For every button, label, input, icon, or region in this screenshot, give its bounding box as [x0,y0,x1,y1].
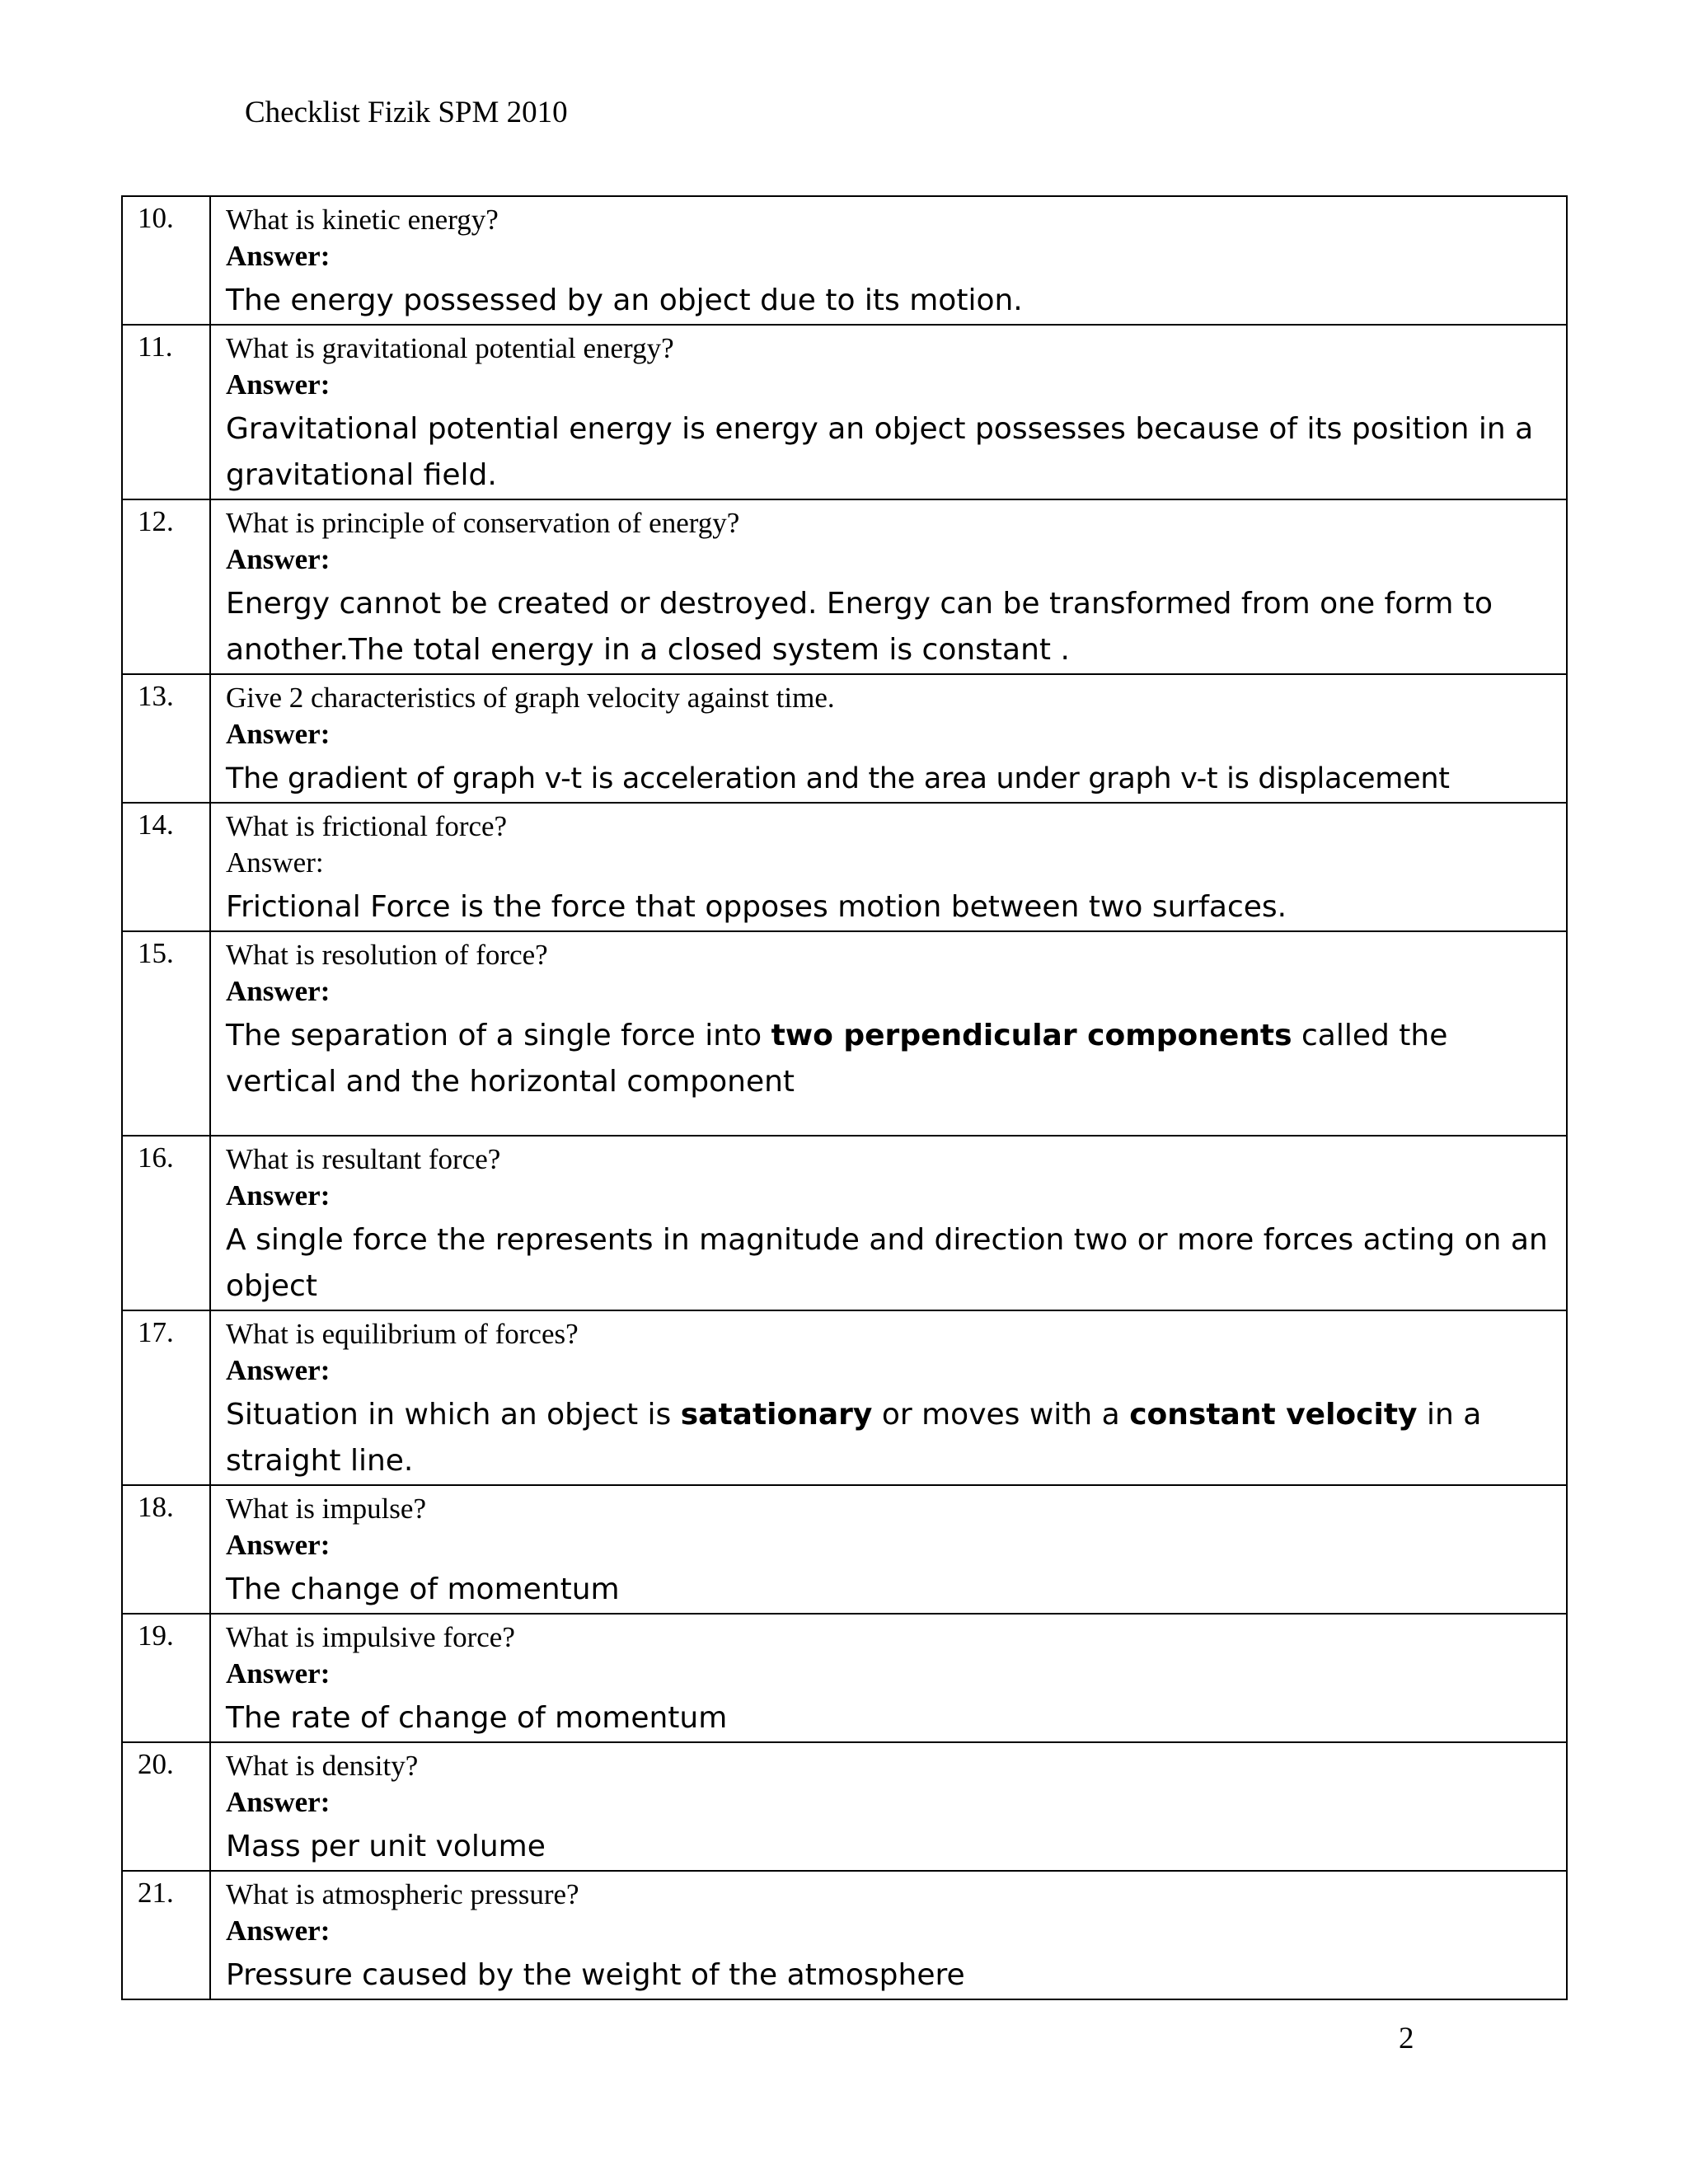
answer-label: Answer: [226,1657,331,1690]
question-text: What is impulse? [226,1493,427,1525]
answer-label: Answer: [226,1786,331,1818]
item-body [210,1485,1567,1614]
answer-text [226,1389,1550,1484]
answer-emphasis: constant velocity [1129,1398,1418,1432]
item-number: 19. [122,1614,210,1742]
item-number: 10. [122,196,210,325]
answer-text: Gravitational potential energy is energy an object possesses because of its position in a gravitational field. [226,412,1534,492]
question-text: What is gravitational potential energy? [226,332,674,364]
answer-emphasis: two perpendicular components [771,1019,1292,1052]
question-text: What is resolution of force? [226,939,548,971]
item-number: 14. [122,803,210,931]
item-body [210,196,1567,325]
answer-emphasis: satationary [680,1398,873,1432]
table-row [122,1742,1567,1871]
answer-text-part: or moves with a [872,1398,1130,1432]
item-number: 18. [122,1485,210,1614]
item-number: 13. [122,674,210,803]
question-text: What is principle of conservation of energy? [226,507,740,539]
answer-text: The rate of change of momentum [226,1701,728,1735]
answer-text: Mass per unit volume [226,1830,546,1863]
item-body [210,499,1567,674]
item-number: 15. [122,931,210,1136]
item-body [210,1136,1567,1310]
answer-label: Answer: [226,718,331,750]
answer-text [226,1010,1550,1105]
answer-text: Energy cannot be created or destroyed. Energy can be transformed from one form to another.The total energy in a closed system is constant . [226,587,1493,667]
question-text: What is atmospheric pressure? [226,1878,579,1910]
item-number: 20. [122,1742,210,1871]
page-number: 2 [1399,2022,1414,2055]
answer-label: Answer: [226,846,324,879]
item-body [210,803,1567,931]
question-text: Give 2 characteristics of graph velocity against time. [226,682,835,714]
answer-text: The change of momentum [226,1572,620,1606]
table-row [122,1614,1567,1742]
answer-label: Answer: [226,543,331,575]
table-row [122,325,1567,499]
answer-label: Answer: [226,975,331,1007]
item-body [210,1871,1567,1999]
table-row [122,1136,1567,1310]
table-row [122,196,1567,325]
question-text: What is density? [226,1750,419,1782]
answer-text: Pressure caused by the weight of the atmosphere [226,1958,965,1992]
answer-text: The gradient of graph v-t is acceleration and the area under graph v-t is displacement [226,762,1450,795]
table-row [122,803,1567,931]
item-number: 12. [122,499,210,674]
table-row [122,1871,1567,1999]
table-row [122,931,1567,1136]
item-number: 17. [122,1310,210,1485]
question-text: What is resultant force? [226,1143,501,1175]
answer-label: Answer: [226,1354,331,1386]
table-row [122,499,1567,674]
answer-text-part: in a straight line. [226,1398,1482,1478]
checklist-table [121,195,1568,2000]
page-header-title: Checklist Fizik SPM 2010 [245,96,568,129]
answer-text: A single force the represents in magnitude and direction two or more forces acting on an object [226,1223,1548,1303]
table-row [122,1310,1567,1485]
item-number: 11. [122,325,210,499]
answer-text-part: The separation of a single force into [226,1019,771,1052]
answer-label: Answer: [226,240,331,272]
answer-text-part: Situation in which an object is [226,1398,681,1432]
table-row [122,1485,1567,1614]
item-number: 16. [122,1136,210,1310]
question-text: What is frictional force? [226,810,508,842]
item-body [210,1310,1567,1485]
item-number: 21. [122,1871,210,1999]
table-row [122,674,1567,803]
item-body [210,931,1567,1136]
item-body [210,1614,1567,1742]
question-text: What is kinetic energy? [226,204,499,236]
answer-text: Frictional Force is the force that opposes motion between two surfaces. [226,890,1287,924]
item-body [210,325,1567,499]
answer-text-part: called the vertical and the horizontal component [226,1019,1448,1099]
question-text: What is equilibrium of forces? [226,1318,579,1350]
item-body [210,1742,1567,1871]
answer-label: Answer: [226,368,331,401]
answer-label: Answer: [226,1529,331,1561]
item-body [210,674,1567,803]
answer-text: The energy possessed by an object due to its motion. [226,284,1023,317]
question-text: What is impulsive force? [226,1621,515,1653]
answer-label: Answer: [226,1915,331,1947]
answer-label: Answer: [226,1179,331,1212]
